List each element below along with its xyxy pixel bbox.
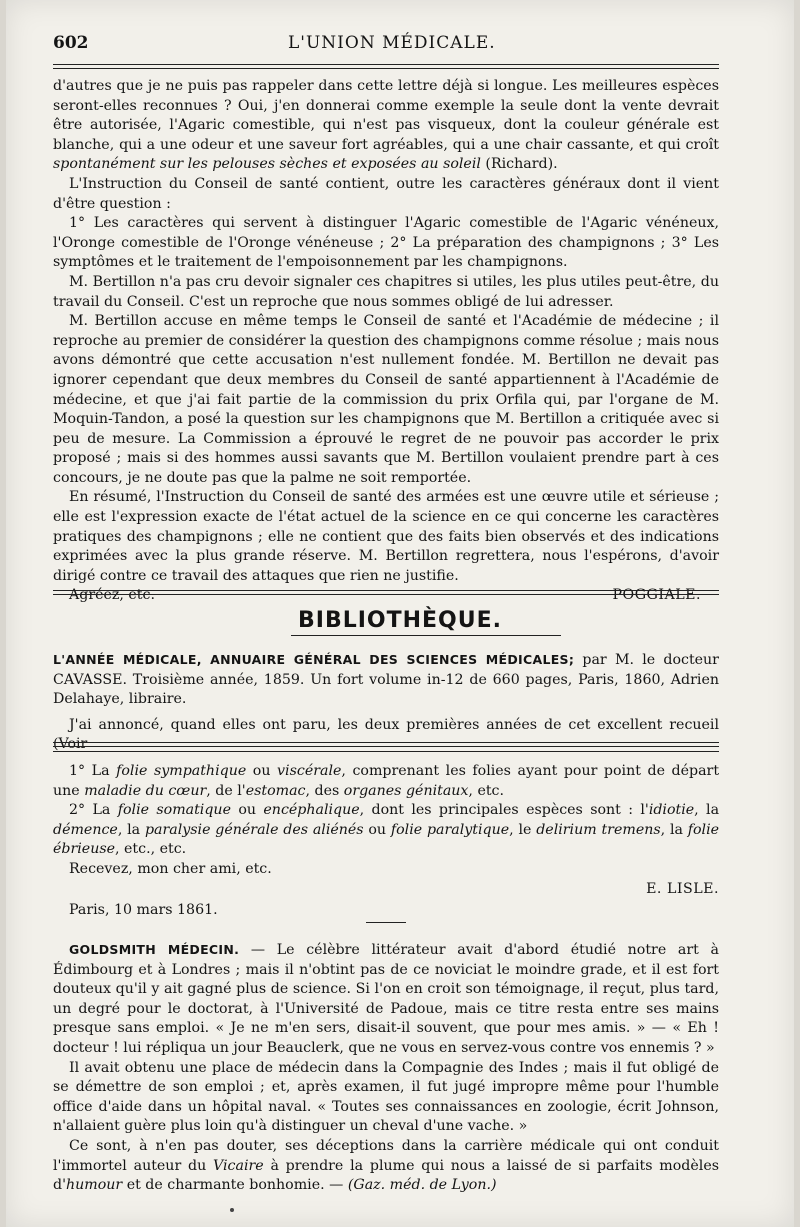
letter-body <box>53 77 719 606</box>
page-number: 602 <box>53 33 89 53</box>
document-page <box>6 0 794 1227</box>
section-rule <box>53 742 719 743</box>
page-header <box>53 30 719 60</box>
entry-text: J'ai annoncé, quand elles ont paru, les deux premières années de cet excellent recueil (Voir <box>53 716 719 753</box>
article-paragraph: Il avait obtenu une place de médecin dans la Compagnie des Indes ; mais il fut obligé de se démettre de son emploi ; et, après examen, il fut jugé impropre même pour l'humble office d'aide dans un hôpital naval. « Toutes ses connaissances en zoologie, écrit Johnson, n'allaient guère plus loin qu'à distinguer un cheval d'une vache. » <box>53 1059 719 1135</box>
section-heading: BIBLIOTHÈQUE. <box>297 608 503 633</box>
section-rule-thin <box>53 594 719 595</box>
heading-underline <box>291 635 561 636</box>
signature: E. LISLE. <box>646 880 719 897</box>
letter-paragraph: d'autres que je ne puis pas rappeler dans cette lettre déjà si longue. Les meilleures espèces seront-elles reconnues ? Oui, j'en donnerai comme exemple la seule dont la vente devrait être autorisée, l'Agaric comestible, qui n'est pas visqueux, dont la couleur générale est blanche, qui a une odeur et une saveur fort agréables, qui a une chair cassante, et qui croît spontanément sur les pelouses sèches et exposées au soleil (Richard). <box>53 78 719 173</box>
bibliography-entry <box>53 650 719 755</box>
section-rule-thin <box>53 746 719 747</box>
letter-paragraph: En résumé, l'Instruction du Conseil de santé des armées est une œuvre utile et sérieuse ; elle est l'expression exacte de l'état actuel de la science en ce qui concerne les caractères pratiques des champignons ; elle ne contient que des faits bien observés et des indications exprimées avec la plus grande réserve. M. Bertillon regrettera, nous l'espérons, d'avoir dirigé contre ce travail des attaques que rien ne justifie. <box>53 489 719 584</box>
separator <box>366 922 406 923</box>
entry-title: L'ANNÉE MÉDICALE, ANNUAIRE GÉNÉRAL DES SCIENCES MÉDICALES; <box>53 652 575 667</box>
entry-author: CAVASSE. <box>53 671 127 688</box>
running-title: L'UNION MÉDICALE. <box>288 33 496 53</box>
page-mark <box>230 1208 234 1212</box>
article-heading: GOLDSMITH MÉDECIN. <box>69 942 240 957</box>
header-rule <box>53 64 719 65</box>
second-column-text <box>53 762 719 921</box>
list-item: 2° La folie somatique ou encéphalique, dont les principales espèces sont : l'idiotie, la démence, la paralysie générale des aliénés ou folie paralytique, le delirium tremens, la folie ébrieuse, etc., etc. <box>53 802 720 858</box>
letter-closing: Agréez, etc. <box>69 587 155 604</box>
goldsmith-article <box>53 940 719 1196</box>
letter-paragraph: 1° Les caractères qui servent à distinguer l'Agaric comestible de l'Agaric vénéneux, l'Oronge comestible de l'Oronge vénéneuse ; 2° La préparation des champignons ; 3° Les symptômes et le traitement de l'empoisonnement par les champignons. <box>53 215 719 271</box>
section-rule-thin <box>53 751 719 752</box>
letter-signature: POGGIALE. <box>612 587 701 604</box>
entry-citation: L'ANNÉE MÉDICALE, ANNUAIRE GÉNÉRAL DES SCIENCES MÉDICALES; par M. le docteur CAVASSE. Troisième année, 1859. Un fort volume in-12 de 660 pages, Paris, 1860, Adrien Delahaye, libraire. <box>53 652 719 708</box>
section-rule <box>53 590 719 591</box>
article-paragraph: GOLDSMITH MÉDECIN. — Le célèbre littérateur avait d'abord étudié notre art à Édimbourg et à Londres ; mais il n'obtint pas de ce noviciat le moindre grade, et il est fort douteux qu'il y ait gagné plus de science. Si l'on en croit son témoignage, il reçut, plus tard, un degré pour le doctorat, à l'Université de Padoue, mais ce titre resta entre ses mains presque sans emploi. « Je ne m'en sers, disait-il souvent, que pour mes amis. » — « Eh ! docteur ! lui répliqua un jour Beauclerk, que ne vous en servez-vous contre vos ennemis ? » <box>53 942 719 1056</box>
place-date: Paris, 10 mars 1861. <box>69 902 218 919</box>
list-item: 1° La folie sympathique ou viscérale, comprenant les folies ayant pour point de départ une maladie du cœur, de l'estomac, des organes génitaux, etc. <box>53 763 720 799</box>
greeting: Recevez, mon cher ami, etc. <box>69 860 272 877</box>
letter-paragraph: M. Bertillon n'a pas cru devoir signaler ces chapitres si utiles, les plus utiles peut-être, du travail du Conseil. C'est un reproche que nous sommes obligé de lui adresser. <box>53 273 719 310</box>
article-paragraph: Ce sont, à n'en pas douter, ses déceptions dans la carrière médicale qui ont conduit l'immortel auteur du Vicaire à prendre la plume qui nous a laissé de si parfaits modèles d'humour et de charmante bonhomie. — (Gaz. méd. de Lyon.) <box>53 1137 719 1194</box>
header-rule-thin <box>53 68 719 69</box>
letter-paragraph: L'Instruction du Conseil de santé contient, outre les caractères généraux dont il vient d'être question : <box>53 175 719 212</box>
letter-paragraph: M. Bertillon accuse en même temps le Conseil de santé et l'Académie de médecine ; il reproche au premier de considérer la question des champignons comme résolue ; mais nous avons démontré que cette accusation n'est nullement fondée. M. Bertillon ne devait pas ignorer cependant que deux membres du Conseil de santé appartiennent à l'Académie de médecine, et que j'ai fait partie de la commission du prix Orfila qui, par l'organe de M. Moquin-Tandon, a posé la question sur les champignons que M. Bertillon a critiquée avec si peu de mesure. La Commission a éprouvé le regret de ne pouvoir pas accorder le prix proposé ; mais si des hommes aussi savants que M. Bertillon voulaient prendre part à ces concours, je ne doute pas que la palme ne soit remportée. <box>53 313 719 486</box>
